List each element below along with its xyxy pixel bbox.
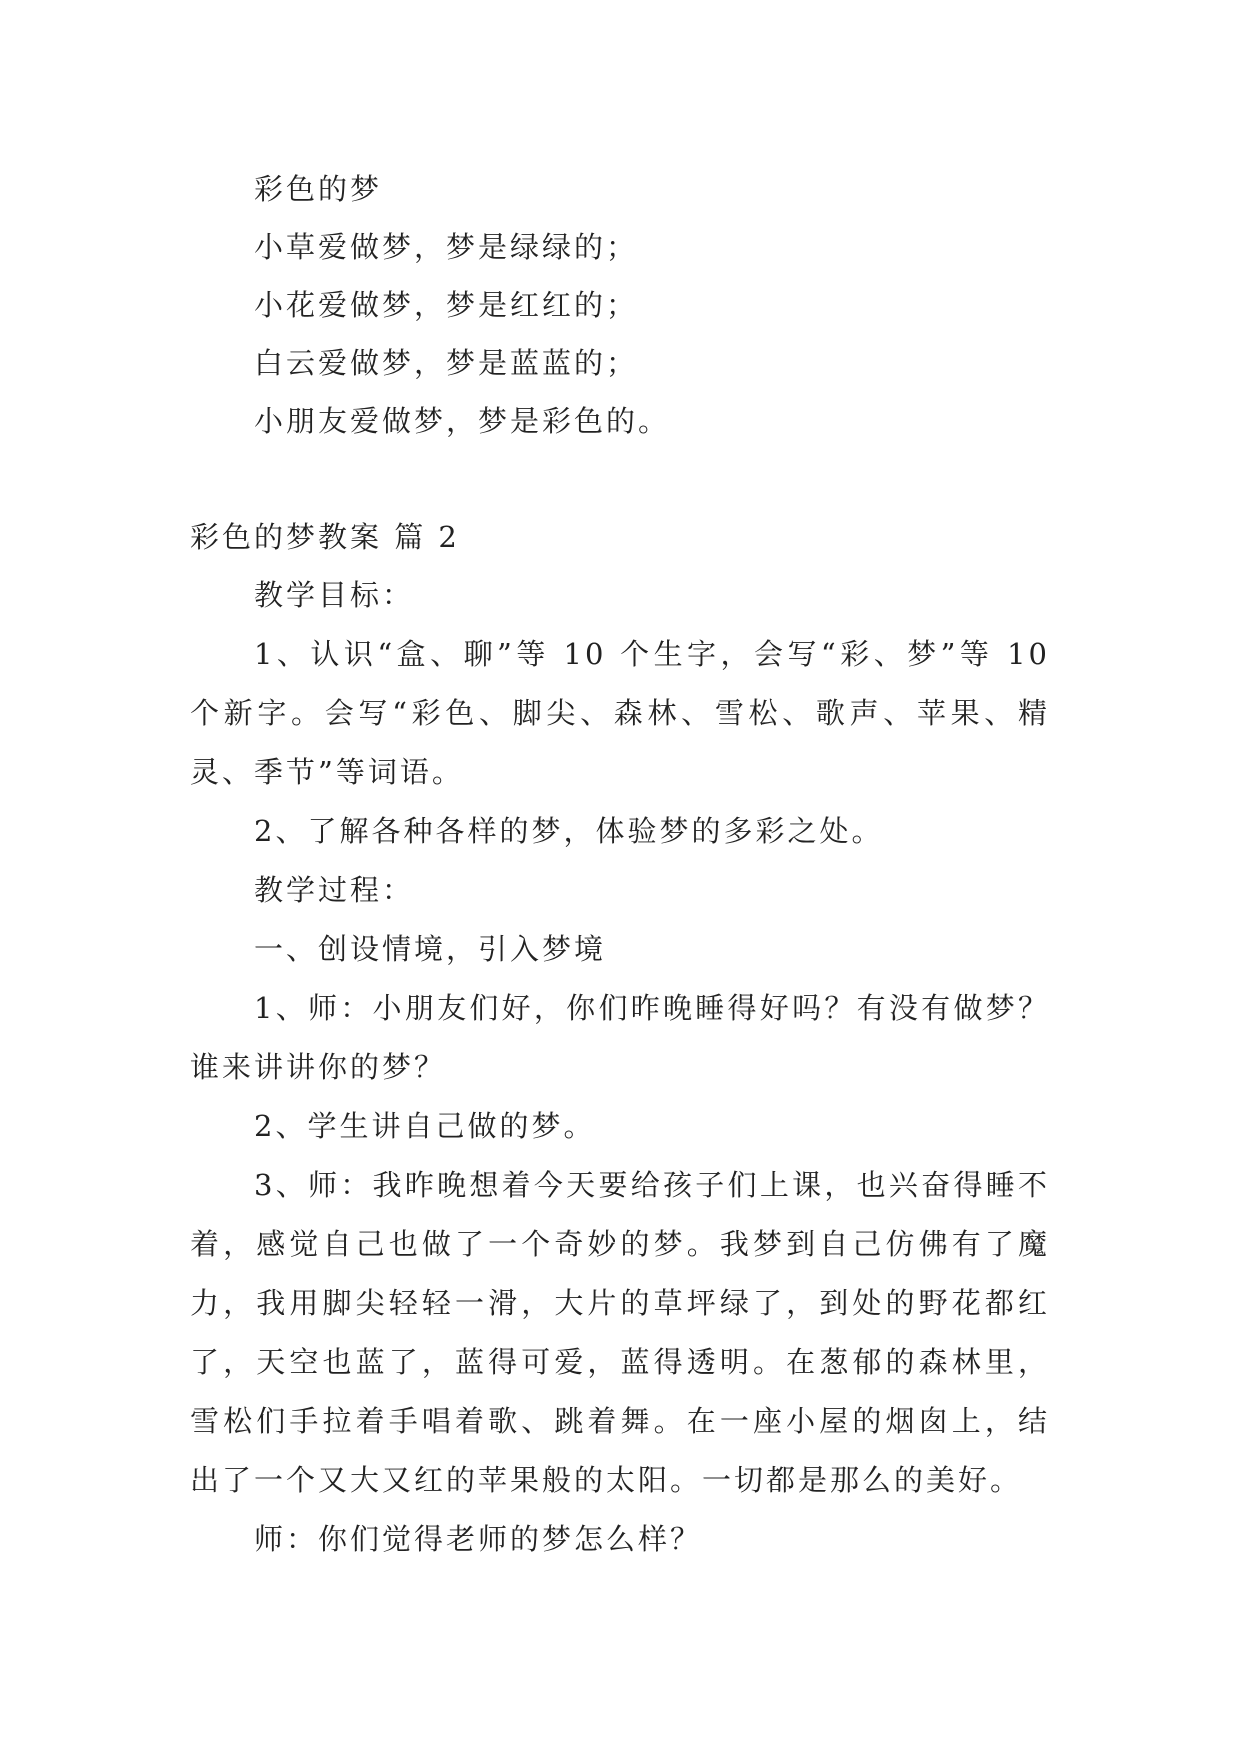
process-paragraph: 2、学生讲自己做的梦。 xyxy=(254,1109,596,1143)
poem-line: 白云爱做梦，梦是蓝蓝的； xyxy=(254,346,639,380)
section-spacer xyxy=(190,450,1050,508)
document-body xyxy=(190,160,1050,1569)
process-paragraph: 师：你们觉得老师的梦怎么样？ xyxy=(254,1522,703,1556)
process-label: 教学过程： xyxy=(254,873,415,907)
poem-line: 小花爱做梦，梦是红红的； xyxy=(254,288,639,322)
poem-line: 小草爱做梦，梦是绿绿的； xyxy=(254,230,639,264)
goal-item: 1、认识“盒、聊”等 10 个生字，会写“彩、梦”等 10 个新字。会写“彩色、脚尖、森林、雪松、歌声、苹果、精灵、季节”等词语。 xyxy=(190,637,1050,789)
goal-item: 2、了解各种各样的梦，体验梦的多彩之处。 xyxy=(254,814,884,848)
poem-line: 小朋友爱做梦，梦是彩色的。 xyxy=(254,404,671,438)
goals-label: 教学目标： xyxy=(254,578,415,612)
section-heading: 彩色的梦教案 篇 2 xyxy=(190,520,460,554)
process-paragraph: 1、师：小朋友们好，你们昨晚睡得好吗？有没有做梦？谁来讲讲你的梦？ xyxy=(190,991,1050,1084)
poem-title: 彩色的梦 xyxy=(254,172,383,206)
process-paragraph: 3、师：我昨晚想着今天要给孩子们上课，也兴奋得睡不着，感觉自己也做了一个奇妙的梦。我梦到自己仿佛有了魔力，我用脚尖轻轻一滑，大片的草坪绿了，到处的野花都红了，天空也蓝了，蓝得可爱，蓝得透明。在葱郁的森林里，雪松们手拉着手唱着歌、跳着舞。在一座小屋的烟囱上，结出了一个又大又红的苹果般的太阳。一切都是那么的美好。 xyxy=(190,1168,1050,1497)
process-step-title: 一、创设情境，引入梦境 xyxy=(254,932,607,966)
